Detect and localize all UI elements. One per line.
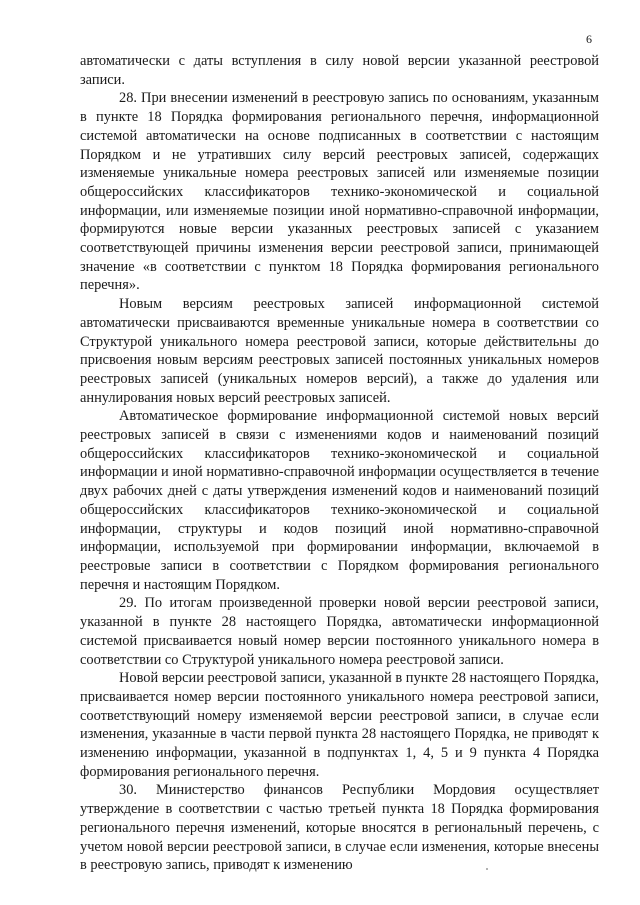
paragraph-automatic-formation: Автоматическое формирование информационной системой новых версий реестровых записей в связи с изменениями кодов и наименований позиций общероссийских классификаторов технико-экономической и социальной информации и иной нормативно-справочной информации осуществляется в течение двух рабочих дней с даты утверждения изменений кодов и наименований позиций общероссийских классификаторов технико-экономической и социальной информации, структуры и кодов позиций иной нормативно-справочной информации, используемой при формировании информации, включаемой в реестровые записи в соответствии с Порядком формирования регионального перечня и настоящим Порядком. (80, 408, 599, 593)
paragraph-continuation: автоматически с даты вступления в силу новой версии указанной реестровой записи. (80, 53, 599, 88)
paragraph-item-28: 28. При внесении изменений в реестровую запись по основаниям, указанным в пункте 18 Порядка формирования регионального перечня, информационной системой автоматически на основе подписанных в соответствии с настоящим Порядком и не утративших силу версий реестровых записей, содержащих изменяемые уникальные номера реестровых записей или изменяемые позиции общероссийских классификаторов технико-экономической и социальной информации, или изменяемые позиции иной нормативно-справочной информации, формируются новые версии указанных реестровых записей с указанием соответствующей причины изменения версии реестровой записи, принимающей значение «в соответствии с пунктом 18 Порядка формирования регионального перечня». (80, 90, 599, 294)
document-body (80, 52, 599, 875)
scan-speck (486, 868, 488, 870)
page-number: 6 (586, 32, 592, 46)
paragraph-temporary-numbers: Новым версиям реестровых записей информационной системой автоматически присваиваются временные уникальные номера в соответствии со Структурой уникального номера реестровой записи, которые действительны до присвоения новым версиям реестровых записей постоянных уникальных номеров реестровых записей (уникальных номеров версий), а также до удаления или аннулирования новых версий реестровых записей. (80, 296, 599, 406)
paragraph-new-version-number: Новой версии реестровой записи, указанной в пункте 28 настоящего Порядка, присваивается номер версии постоянного уникального номера реестровой записи, соответствующий номеру изменяемой версии реестровой записи, в случае если изменения, указанные в части первой пункта 28 настоящего Порядка, не приводят к изменению информации, указанной в подпунктах 1, 4, 5 и 9 пункта 4 Порядка формирования регионального перечня. (80, 670, 599, 780)
paragraph-item-30: 30. Министерство финансов Республики Мордовия осуществляет утверждение в соответствии с частью третьей пункта 18 Порядка формирования регионального перечня изменений, которые вносятся в региональный перечень, с учетом новой версии реестровой записи, в случае если изменения, которые внесены в реестровую запись, приводят к изменению (80, 782, 599, 874)
paragraph-item-29: 29. По итогам произведенной проверки новой версии реестровой записи, указанной в пункте 28 настоящего Порядка, автоматически информационной системой присваивается новый номер версии постоянного уникального номера в соответствии со Структурой уникального номера реестровой записи. (80, 595, 599, 668)
